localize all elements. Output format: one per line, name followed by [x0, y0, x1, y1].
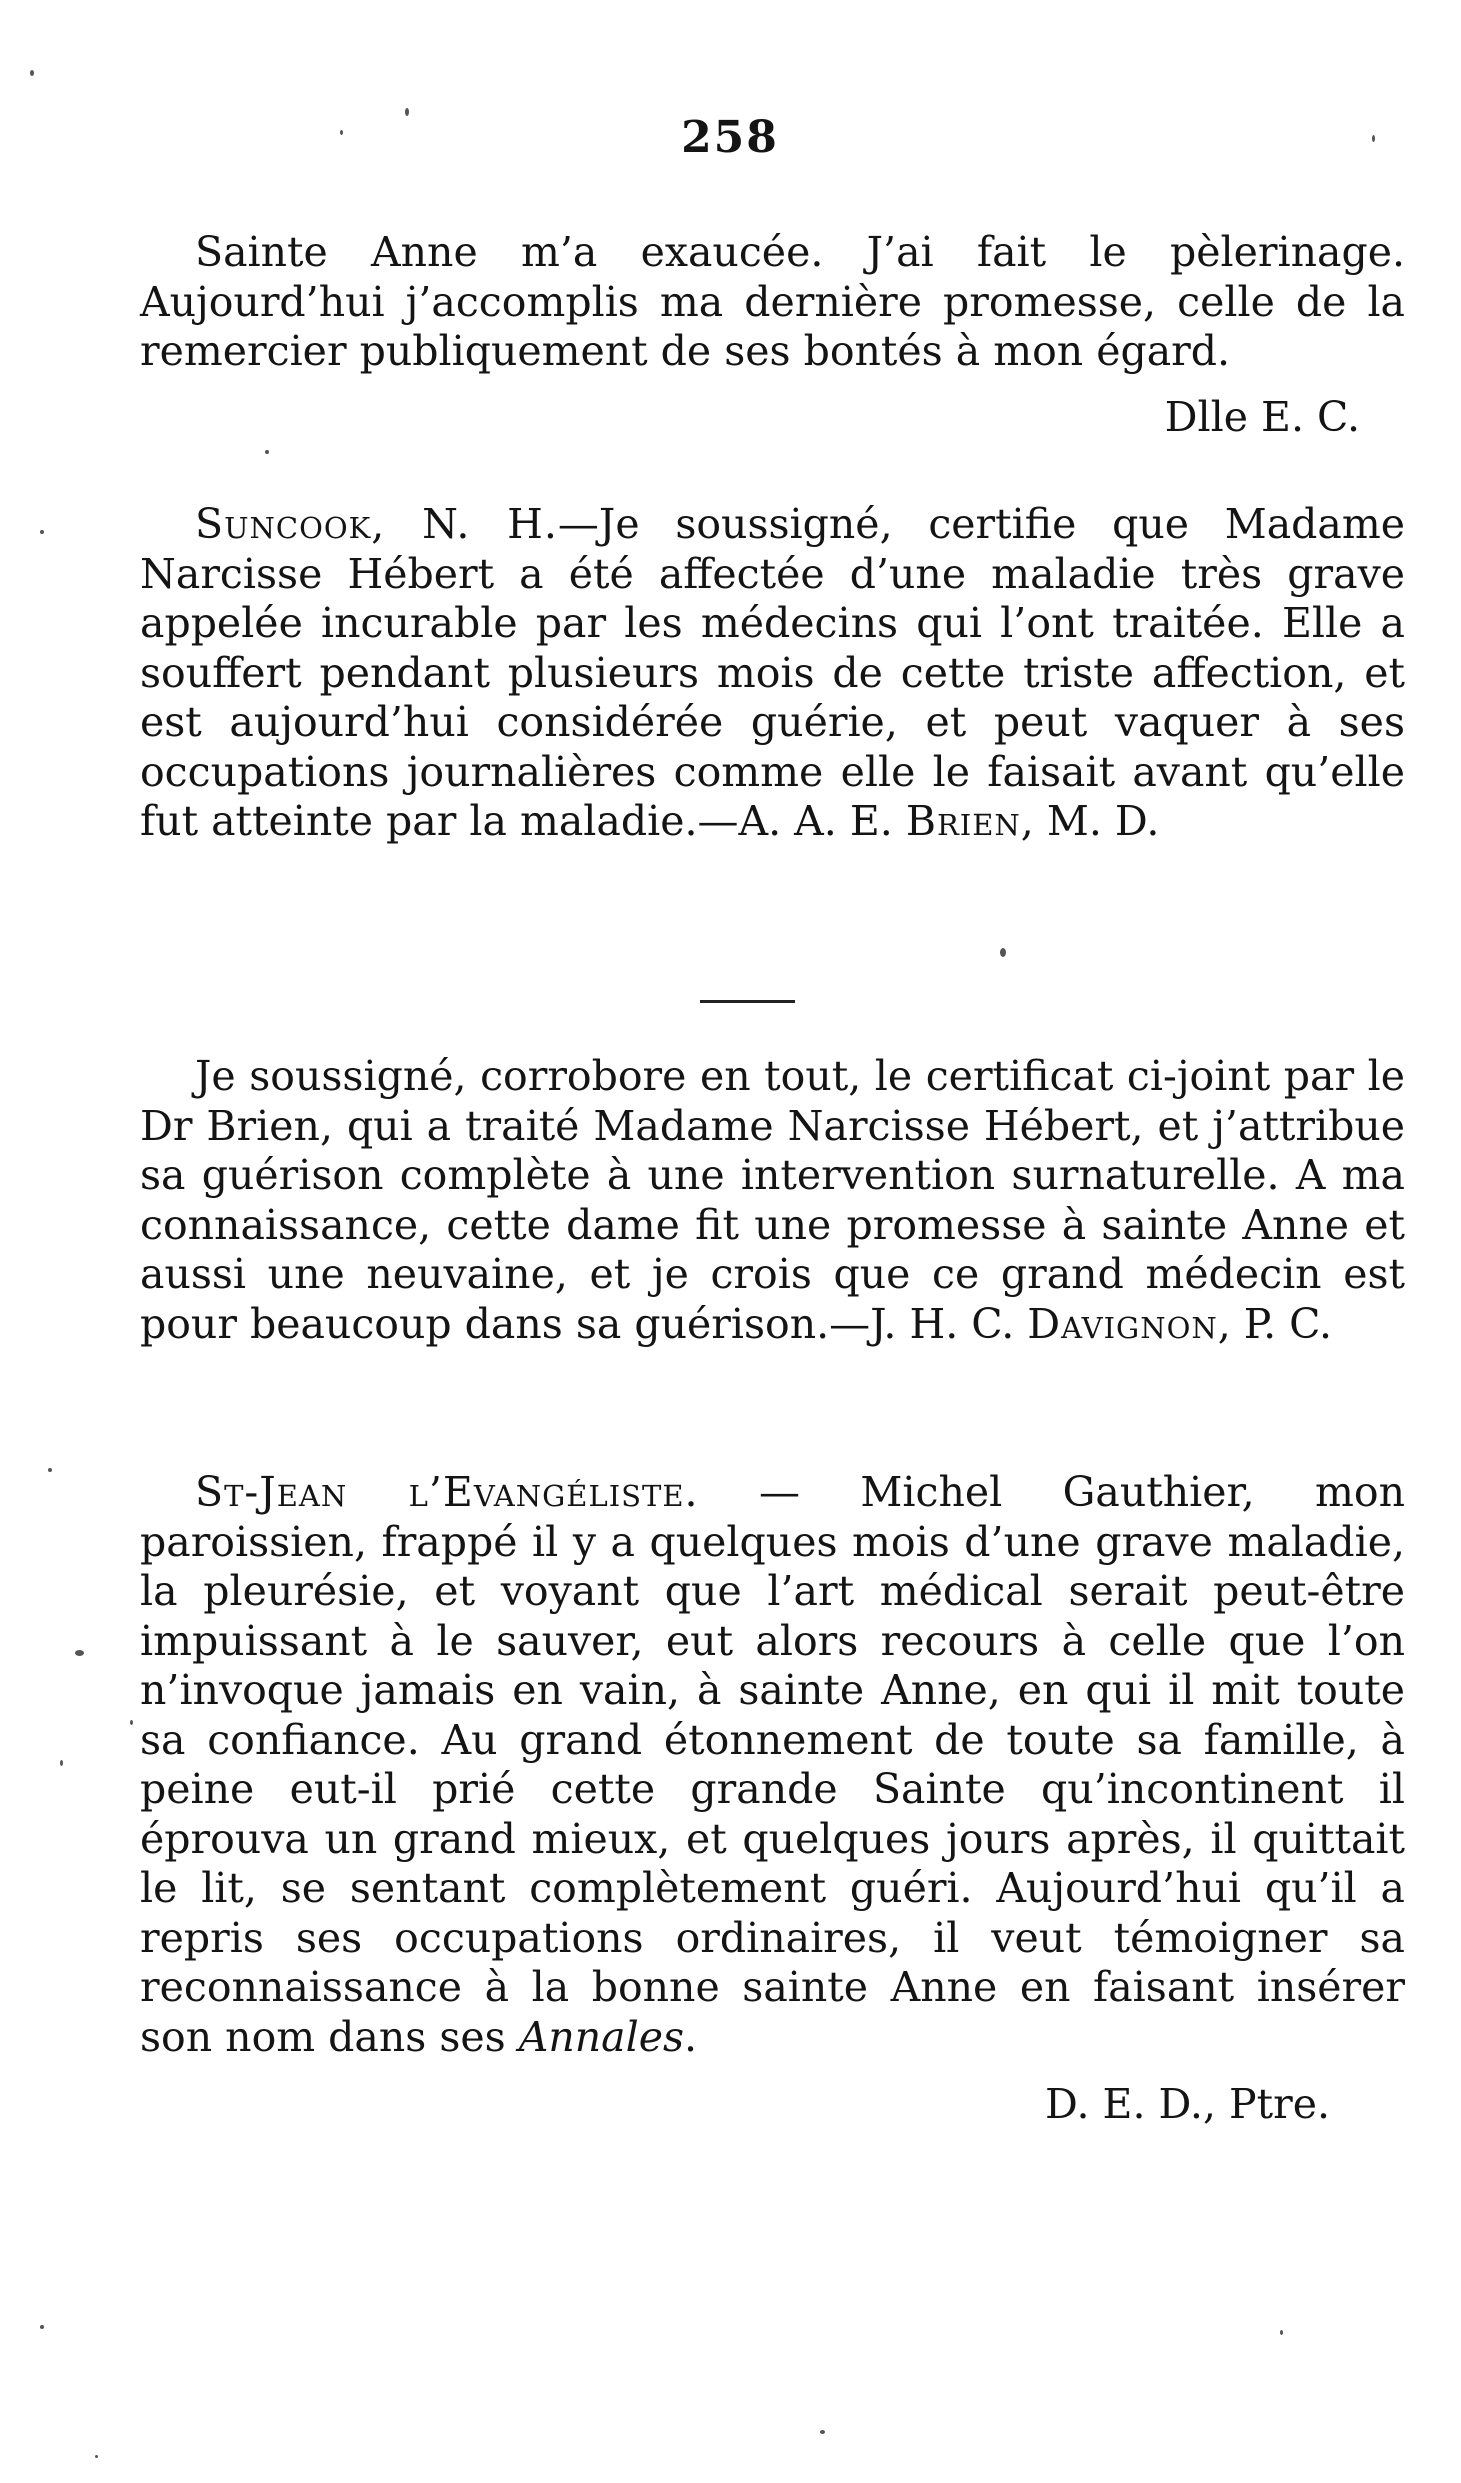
signature-initials: J. H. C. — [870, 1299, 1028, 1348]
signature-title: , M. D. — [1020, 797, 1160, 845]
signature-name: Davignon — [1027, 1299, 1218, 1348]
signature: D. E. D., Ptre. — [1045, 2080, 1330, 2128]
testimony-block-3 — [140, 1052, 1405, 1349]
page-number: 258 — [681, 112, 779, 163]
testimony-block-2 — [140, 500, 1405, 847]
text-line: Sainte Anne m’a exaucée. J’ai fait le pèlerinage. — [195, 228, 1405, 276]
testimony-text — [140, 228, 1405, 377]
text-line: la remercier publiquement de ses bontés à mon égard. — [140, 277, 1405, 375]
testimony-block-4 — [140, 1468, 1405, 2130]
section-divider — [700, 1000, 795, 1003]
signature-name: Brien — [905, 797, 1021, 845]
text-body: — Michel Gauthier, mon paroissien, frappé il y a quelques mois d’une grave maladie, la pleurésie, et voyant que l’art médical serait peut-être impuissant à le sauver, eut alors recours à celle que l’on n’invoque jamais en vain, à sainte Anne, en qui il mit toute sa confiance. Au grand étonnement de toute sa famille, à peine eut-il prié cette grande Sainte qu’incontinent il éprouva un grand mieux, et quelques jours après, il quittait le lit, se sentant complètement guéri. Aujourd’hui qu’il a repris ses occupations ordinaires, il veut témoigner sa reconnaissance à la bonne sainte Anne en faisant insérer son nom dans ses — [140, 1468, 1405, 2061]
testimony-text — [140, 1468, 1405, 2062]
testimony-text — [140, 1052, 1405, 1349]
place-name: Suncook, N. H. — [195, 500, 558, 548]
signature: Dlle E. C. — [1164, 392, 1360, 441]
signature-initials: A. A. E. — [738, 797, 906, 845]
testimony-text — [140, 500, 1405, 847]
signature-title: , P. C. — [1217, 1299, 1333, 1348]
place-name: St-Jean l’Evangéliste. — [195, 1468, 699, 1516]
text-line: Aujourd’hui j’accomplis ma dernière promesse, celle de — [140, 277, 1368, 326]
annales-title: Annales — [518, 2012, 684, 2061]
text-body: Je soussigné, corrobore en tout, le certificat ci-joint par le Dr Brien, qui a traité Madame Narcisse Hébert, et j’attribue sa guérison complète à une intervention surnaturelle. A ma connaissance, cette dame fit une promesse à sainte Anne et aussi une neuvaine, et je crois que ce grand médecin est pour beaucoup dans sa guérison.— — [140, 1052, 1405, 1348]
text-body: —Je soussigné, certifie que Madame Narcisse Hébert a été affectée d’une maladie très grave appelée incurable par les médecins qui l’ont traitée. Elle a souffert pendant plusieurs mois de cette triste affection, et est aujourd’hui considérée guérie, et peut vaquer à ses occupations journalières comme elle le faisait avant qu’elle fut atteinte par la maladie.— — [140, 500, 1405, 845]
text-end: . — [684, 2012, 698, 2061]
testimony-block-1 — [140, 228, 1405, 442]
